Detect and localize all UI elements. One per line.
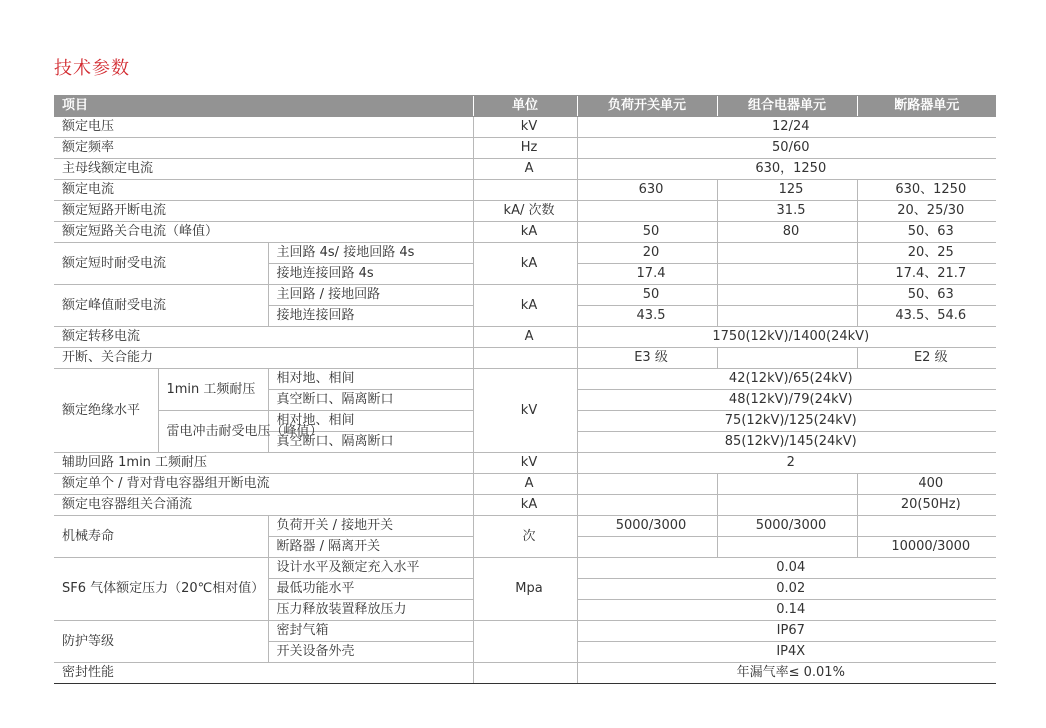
row-unit: A [473,327,577,348]
row-value: 48(12kV)/79(24kV) [577,390,996,411]
cell-load-switch: 17.4 [577,264,717,285]
row-value: 630，1250 [577,159,996,180]
row-sublabel: 接地连接回路 [268,306,473,327]
cell-combo: 125 [717,180,857,201]
row-unit: A [473,159,577,180]
cell-combo: 80 [717,222,857,243]
row-label: 开断、关合能力 [54,348,473,369]
cell-load-switch [577,474,717,495]
cell-breaker: 17.4、21.7 [857,264,996,285]
row-unit [473,663,577,684]
cell-load-switch: 630 [577,180,717,201]
row-sublabel: 相对地、相间 [268,411,473,432]
cell-load-switch: 50 [577,222,717,243]
row-value: 0.14 [577,600,996,621]
cell-breaker: 630、1250 [857,180,996,201]
row-label: 额定电压 [54,117,473,138]
header-breaker: 断路器单元 [857,96,996,117]
table-row [54,516,996,537]
table-row [54,138,996,159]
row-label: 密封性能 [54,663,473,684]
row-unit: A [473,474,577,495]
cell-combo [717,306,857,327]
cell-combo: 31.5 [717,201,857,222]
row-label: 额定单个 / 背对背电容器组开断电流 [54,474,473,495]
row-sublabel: 开关设备外壳 [268,642,473,663]
row-label: 机械寿命 [54,516,268,558]
cell-combo [717,537,857,558]
cell-combo [717,348,857,369]
row-unit: kV [473,117,577,138]
row-value: 50/60 [577,138,996,159]
row-sublabel: 主回路 / 接地回路 [268,285,473,306]
row-unit: kA/ 次数 [473,201,577,222]
table-row [54,327,996,348]
cell-load-switch [577,495,717,516]
cell-combo [717,264,857,285]
row-sublabel: 相对地、相间 [268,369,473,390]
row-unit: Mpa [473,558,577,621]
row-value: IP4X [577,642,996,663]
cell-breaker: 43.5、54.6 [857,306,996,327]
cell-breaker: 50、63 [857,285,996,306]
row-label: 主母线额定电流 [54,159,473,180]
row-sublabel: 真空断口、隔离断口 [268,390,473,411]
table-row [54,558,996,579]
row-sublabel: 断路器 / 隔离开关 [268,537,473,558]
row-sublabel: 压力释放装置释放压力 [268,600,473,621]
table-row [54,453,996,474]
cell-breaker: E2 级 [857,348,996,369]
table-row [54,621,996,642]
table-row [54,180,996,201]
cell-breaker [857,516,996,537]
row-sublabel: 真空断口、隔离断口 [268,432,473,453]
row-value: 75(12kV)/125(24kV) [577,411,996,432]
table-row [54,348,996,369]
cell-breaker: 10000/3000 [857,537,996,558]
row-label: 防护等级 [54,621,268,663]
cell-load-switch [577,201,717,222]
spec-table [54,95,996,684]
row-label: 额定频率 [54,138,473,159]
table-row [54,495,996,516]
row-label: 额定短路关合电流（峰值） [54,222,473,243]
row-value: 年漏气率≤ 0.01% [577,663,996,684]
table-row [54,243,996,264]
table-header [54,96,996,117]
row-unit [473,348,577,369]
row-value: 12/24 [577,117,996,138]
row-unit [473,621,577,663]
table-row [54,201,996,222]
row-group-label: 1min 工频耐压 [158,369,268,411]
row-sublabel: 负荷开关 / 接地开关 [268,516,473,537]
table-row [54,663,996,684]
row-sublabel: 密封气箱 [268,621,473,642]
row-unit: Hz [473,138,577,159]
table-row [54,285,996,306]
cell-load-switch: 50 [577,285,717,306]
cell-breaker: 20、25 [857,243,996,264]
row-unit: kV [473,453,577,474]
row-sublabel: 设计水平及额定充入水平 [268,558,473,579]
row-label: 额定转移电流 [54,327,473,348]
header-load-switch: 负荷开关单元 [577,96,717,117]
cell-breaker: 50、63 [857,222,996,243]
row-value: 2 [577,453,996,474]
table-row [54,222,996,243]
row-unit: kA [473,243,577,285]
row-label: 额定电流 [54,180,473,201]
row-label: 额定电容器组关合涌流 [54,495,473,516]
cell-combo [717,285,857,306]
table-row [54,474,996,495]
row-unit: 次 [473,516,577,558]
cell-combo [717,474,857,495]
row-sublabel: 接地连接回路 4s [268,264,473,285]
row-label: 辅助回路 1min 工频耐压 [54,453,473,474]
header-combo: 组合电器单元 [717,96,857,117]
cell-load-switch: 43.5 [577,306,717,327]
page-title: 技术参数 [54,58,130,79]
cell-load-switch: 5000/3000 [577,516,717,537]
row-label: 额定峰值耐受电流 [54,285,268,327]
row-value: 42(12kV)/65(24kV) [577,369,996,390]
row-value: 1750(12kV)/1400(24kV) [577,327,996,348]
row-unit: kV [473,369,577,453]
table-row [54,117,996,138]
cell-combo [717,495,857,516]
row-unit: kA [473,285,577,327]
table-row [54,369,996,390]
row-sublabel: 主回路 4s/ 接地回路 4s [268,243,473,264]
table-row [54,159,996,180]
cell-combo: 5000/3000 [717,516,857,537]
header-item: 项目 [54,96,473,117]
row-group-label: 雷电冲击耐受电压（峰值） [158,411,268,453]
cell-breaker: 20、25/30 [857,201,996,222]
cell-load-switch [577,537,717,558]
row-unit: kA [473,495,577,516]
row-value: 85(12kV)/145(24kV) [577,432,996,453]
row-unit [473,180,577,201]
row-unit: kA [473,222,577,243]
row-label: 额定绝缘水平 [54,369,158,453]
cell-load-switch: 20 [577,243,717,264]
row-label: 额定短路开断电流 [54,201,473,222]
cell-load-switch: E3 级 [577,348,717,369]
row-value: IP67 [577,621,996,642]
row-label: SF6 气体额定压力（20℃相对值） [54,558,268,621]
cell-combo [717,243,857,264]
cell-breaker: 20(50Hz) [857,495,996,516]
row-label: 额定短时耐受电流 [54,243,268,285]
header-unit: 单位 [473,96,577,117]
row-sublabel: 最低功能水平 [268,579,473,600]
cell-breaker: 400 [857,474,996,495]
row-value: 0.04 [577,558,996,579]
row-value: 0.02 [577,579,996,600]
